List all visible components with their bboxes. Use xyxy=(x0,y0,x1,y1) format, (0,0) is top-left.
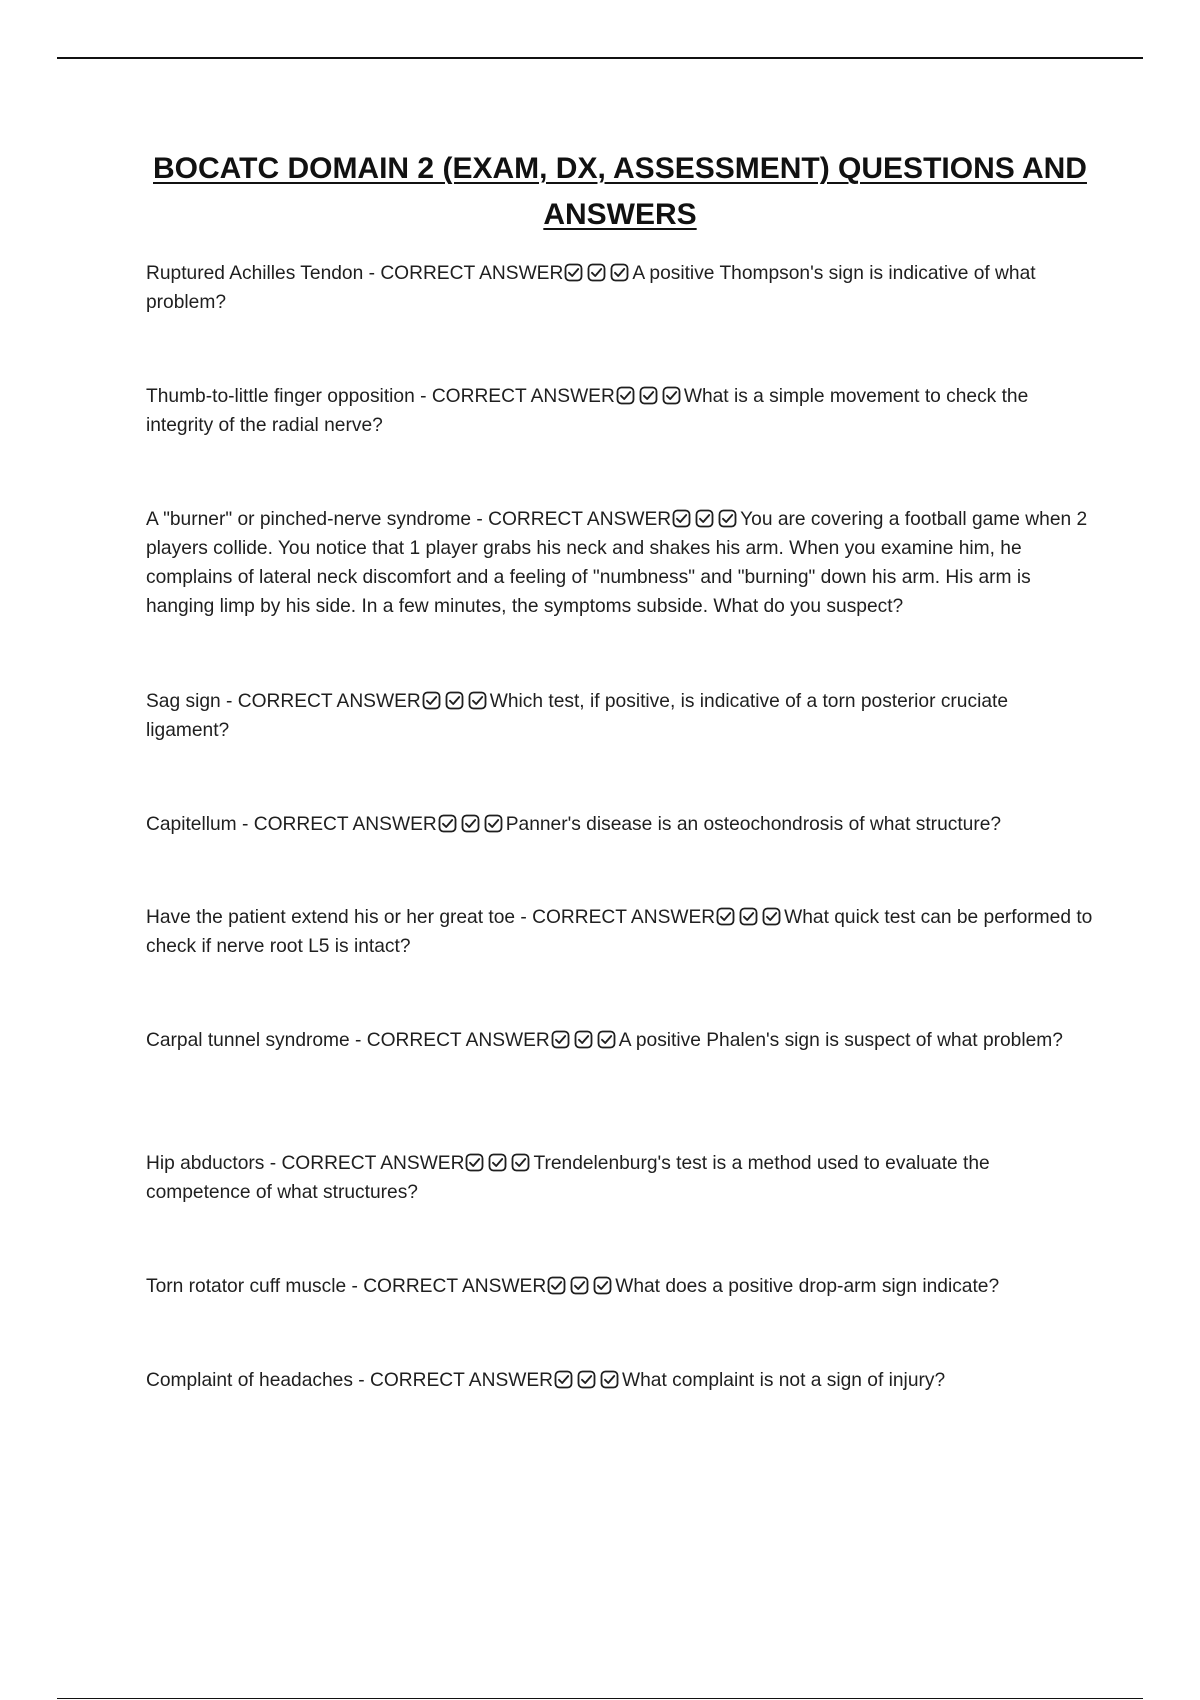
question-text: A positive Phalen's sign is suspect of what problem? xyxy=(618,1030,1063,1051)
check-box-icon xyxy=(484,814,503,833)
answer-text: Ruptured Achilles Tendon xyxy=(146,263,364,284)
check-box-icon xyxy=(570,1276,589,1295)
check-marks xyxy=(421,691,490,712)
check-box-icon xyxy=(577,1370,596,1389)
check-box-icon xyxy=(616,386,635,405)
check-box-icon xyxy=(593,1276,612,1295)
qa-item xyxy=(146,259,1094,317)
check-box-icon xyxy=(662,386,681,405)
check-box-icon xyxy=(554,1370,573,1389)
check-box-icon xyxy=(465,1153,484,1172)
check-marks xyxy=(546,1276,615,1297)
check-box-icon xyxy=(639,386,658,405)
qa-item xyxy=(146,810,1094,839)
bottom-divider xyxy=(57,1698,1143,1699)
answer-text: Sag sign xyxy=(146,691,221,712)
qa-item xyxy=(146,1366,1094,1395)
qa-item xyxy=(146,382,1094,440)
check-box-icon xyxy=(511,1153,530,1172)
check-box-icon xyxy=(739,907,758,926)
question-text: What is a simple movement to check the integrity of the radial nerve? xyxy=(146,386,1029,436)
check-box-icon xyxy=(488,1153,507,1172)
check-marks xyxy=(437,814,506,835)
question-text: What quick test can be performed to check if nerve root L5 is intact? xyxy=(146,907,1093,957)
check-box-icon xyxy=(718,509,737,528)
check-box-icon xyxy=(445,691,464,710)
check-box-icon xyxy=(564,263,583,282)
qa-item xyxy=(146,687,1094,745)
answer-text: Torn rotator cuff muscle xyxy=(146,1276,347,1297)
check-box-icon xyxy=(610,263,629,282)
check-marks xyxy=(671,509,740,530)
question-text: Trendelenburg's test is a method used to evaluate the competence of what structures? xyxy=(146,1153,990,1203)
answer-text: A "burner" or pinched-nerve syndrome xyxy=(146,509,472,530)
correct-answer-label: - CORRECT ANSWER xyxy=(471,509,672,530)
check-box-icon xyxy=(438,814,457,833)
check-box-icon xyxy=(672,509,691,528)
check-box-icon xyxy=(600,1370,619,1389)
check-box-icon xyxy=(461,814,480,833)
check-box-icon xyxy=(422,691,441,710)
check-marks xyxy=(464,1153,533,1174)
qa-item xyxy=(146,505,1094,621)
correct-answer-label: - CORRECT ANSWER xyxy=(236,814,437,835)
question-text: A positive Thompson's sign is indicative of what problem? xyxy=(146,263,1036,313)
check-box-icon xyxy=(695,509,714,528)
question-text: What does a positive drop-arm sign indicate? xyxy=(615,1276,1000,1297)
correct-answer-label: - CORRECT ANSWER xyxy=(220,691,421,712)
top-divider xyxy=(57,57,1143,59)
question-text: What complaint is not a sign of injury? xyxy=(622,1370,946,1391)
question-text: You are covering a football game when 2 players collide. You notice that 1 player grabs his neck and shakes his arm. When you examine him, he complains of lateral neck discomfort and a feeling of "numbness" and "burning" down his arm. His arm is hanging limp by his side. In a few minutes, the symptoms subside. What do you suspect? xyxy=(146,509,1088,617)
check-box-icon xyxy=(551,1030,570,1049)
answer-text: Complaint of headaches xyxy=(146,1370,353,1391)
qa-item xyxy=(146,1026,1094,1055)
correct-answer-label: - CORRECT ANSWER xyxy=(363,263,564,284)
check-marks xyxy=(563,263,632,284)
check-box-icon xyxy=(574,1030,593,1049)
check-marks xyxy=(715,907,784,928)
document-title: BOCATC DOMAIN 2 (EXAM, DX, ASSESSMENT) QUESTIONS AND ANSWERS xyxy=(153,152,1087,231)
check-box-icon xyxy=(762,907,781,926)
answer-text: Have the patient extend his or her great toe xyxy=(146,907,516,928)
correct-answer-label: - CORRECT ANSWER xyxy=(264,1153,465,1174)
answer-text: Hip abductors xyxy=(146,1153,265,1174)
answer-text: Thumb-to-little finger opposition xyxy=(146,386,415,407)
check-box-icon xyxy=(547,1276,566,1295)
check-marks xyxy=(553,1370,622,1391)
qa-item xyxy=(146,1272,1094,1301)
check-marks xyxy=(615,386,684,407)
check-box-icon xyxy=(468,691,487,710)
question-text: Which test, if positive, is indicative of a torn posterior cruciate ligament? xyxy=(146,691,1009,741)
check-box-icon xyxy=(587,263,606,282)
check-box-icon xyxy=(597,1030,616,1049)
correct-answer-label: - CORRECT ANSWER xyxy=(346,1276,547,1297)
correct-answer-label: - CORRECT ANSWER xyxy=(352,1370,553,1391)
qa-item xyxy=(146,1149,1094,1207)
qa-item xyxy=(146,903,1094,961)
answer-text: Capitellum xyxy=(146,814,237,835)
check-marks xyxy=(550,1030,619,1051)
question-text: Panner's disease is an osteochondrosis of what structure? xyxy=(505,814,1002,835)
correct-answer-label: - CORRECT ANSWER xyxy=(349,1030,550,1051)
answer-text: Carpal tunnel syndrome xyxy=(146,1030,350,1051)
correct-answer-label: - CORRECT ANSWER xyxy=(414,386,615,407)
correct-answer-label: - CORRECT ANSWER xyxy=(515,907,716,928)
check-box-icon xyxy=(716,907,735,926)
